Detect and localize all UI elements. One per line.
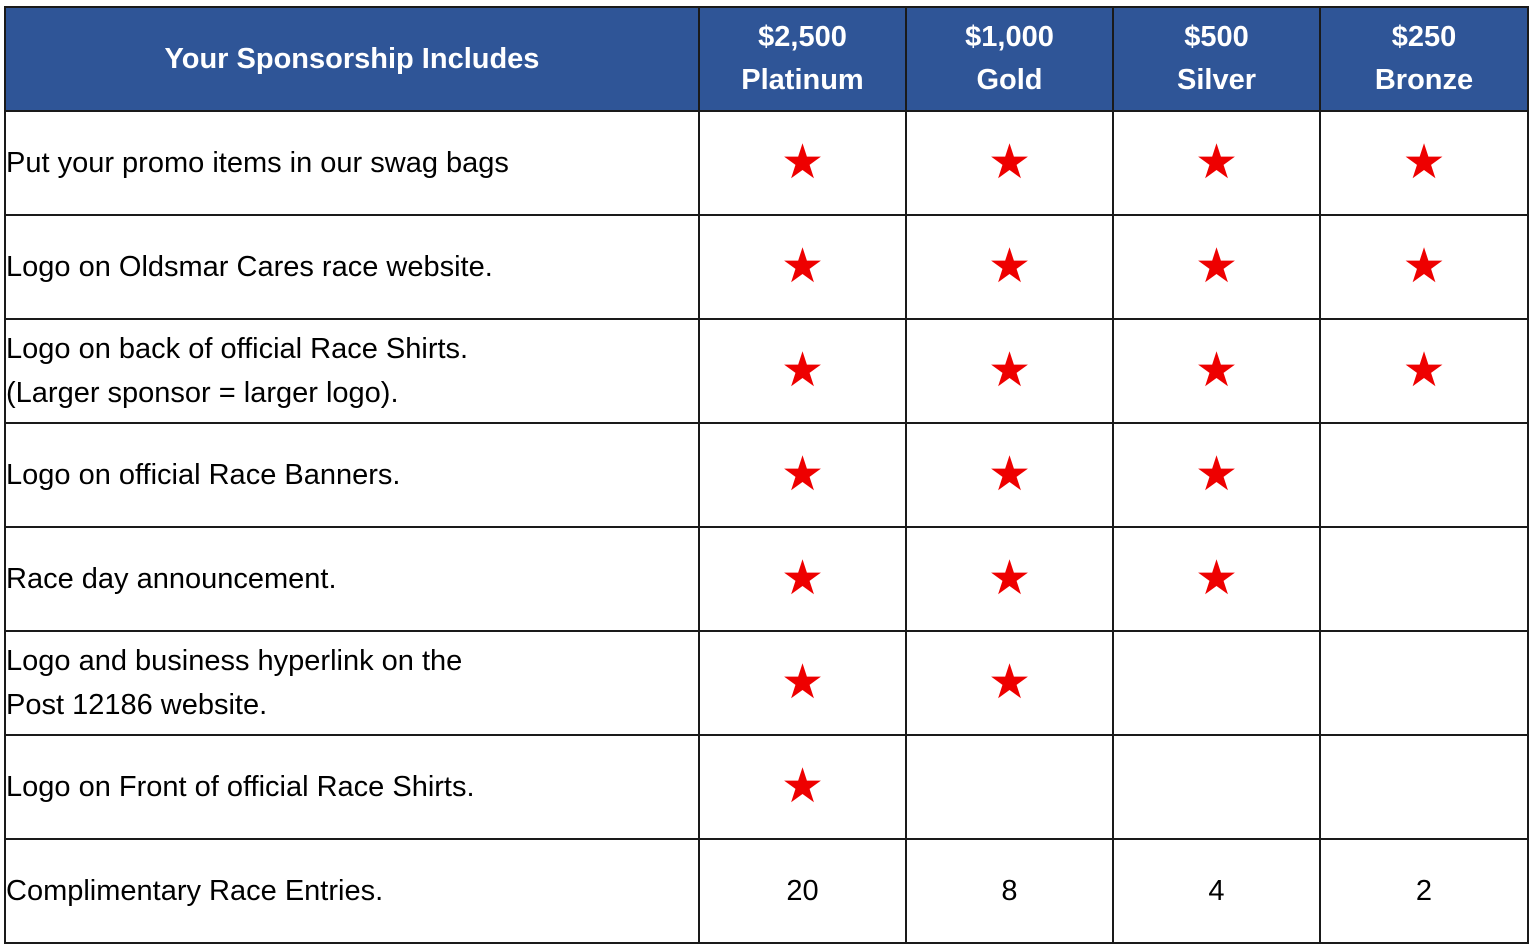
benefit-label-cell bbox=[5, 839, 699, 943]
star-icon: ★ bbox=[1194, 240, 1239, 293]
tier-name: Bronze bbox=[1374, 64, 1474, 96]
star-icon: ★ bbox=[1194, 344, 1239, 397]
star-icon: ★ bbox=[780, 344, 825, 397]
star-icon: ★ bbox=[987, 136, 1032, 189]
tier-cell bbox=[1320, 215, 1528, 319]
benefit-label-cell bbox=[5, 111, 699, 215]
star-icon: ★ bbox=[1194, 552, 1239, 605]
tier-price: $250 bbox=[1391, 21, 1457, 53]
sponsorship-table-wrapper bbox=[4, 6, 1529, 944]
star-icon: ★ bbox=[1402, 344, 1446, 397]
tier-cell bbox=[1320, 423, 1528, 527]
benefit-label-cell bbox=[5, 215, 699, 319]
star-icon: ★ bbox=[1194, 136, 1239, 189]
table-body bbox=[5, 111, 1528, 943]
star-icon: ★ bbox=[987, 656, 1032, 709]
tier-cell bbox=[1320, 631, 1528, 735]
tier-cell bbox=[699, 839, 906, 943]
tier-cell bbox=[699, 215, 906, 319]
star-icon: ★ bbox=[780, 136, 825, 189]
tier-cell bbox=[1113, 839, 1320, 943]
tier-cell bbox=[1113, 111, 1320, 215]
table-row bbox=[5, 735, 1528, 839]
star-icon: ★ bbox=[780, 656, 825, 709]
benefit-label-line: Race day announcement. bbox=[6, 563, 337, 595]
tier-cell bbox=[699, 735, 906, 839]
tier-cell bbox=[1113, 527, 1320, 631]
tier-cell bbox=[906, 111, 1113, 215]
star-icon: ★ bbox=[780, 240, 825, 293]
star-icon: ★ bbox=[780, 760, 825, 813]
tier-price: $1,000 bbox=[965, 21, 1054, 53]
tier-cell bbox=[1113, 215, 1320, 319]
benefit-label-line: Logo and business hyperlink on the bbox=[6, 645, 463, 677]
tier-cell bbox=[699, 423, 906, 527]
header-label: Your Sponsorship Includes bbox=[164, 42, 540, 75]
header-row bbox=[5, 7, 1528, 111]
tier-price: $2,500 bbox=[758, 21, 847, 53]
tier-cell bbox=[906, 423, 1113, 527]
tier-cell bbox=[906, 735, 1113, 839]
benefit-label-line: Logo on Oldsmar Cares race website. bbox=[6, 251, 493, 283]
benefit-label-line: Put your promo items in our swag bags bbox=[6, 147, 509, 179]
entry-count: 2 bbox=[1415, 874, 1433, 907]
star-icon: ★ bbox=[780, 552, 825, 605]
tier-cell bbox=[1320, 735, 1528, 839]
tier-cell bbox=[1320, 839, 1528, 943]
table-row bbox=[5, 527, 1528, 631]
tier-header-bronze bbox=[1320, 7, 1528, 111]
tier-header-silver bbox=[1113, 7, 1320, 111]
tier-cell bbox=[1113, 631, 1320, 735]
table-row bbox=[5, 215, 1528, 319]
benefit-label-line: Logo on official Race Banners. bbox=[6, 459, 401, 491]
benefit-label-line: Logo on Front of official Race Shirts. bbox=[6, 771, 475, 803]
tier-cell bbox=[1113, 319, 1320, 423]
benefit-label-line: Logo on back of official Race Shirts. bbox=[6, 333, 469, 365]
benefit-label-line: Complimentary Race Entries. bbox=[6, 875, 384, 907]
tier-cell bbox=[1320, 111, 1528, 215]
tier-cell bbox=[699, 111, 906, 215]
star-icon: ★ bbox=[987, 448, 1032, 501]
entry-count: 4 bbox=[1208, 874, 1225, 907]
benefit-label-cell bbox=[5, 527, 699, 631]
tier-name: Platinum bbox=[741, 64, 864, 96]
tier-cell bbox=[1113, 423, 1320, 527]
table-row bbox=[5, 111, 1528, 215]
benefit-label-cell bbox=[5, 631, 699, 735]
benefit-label-cell bbox=[5, 319, 699, 423]
tier-cell bbox=[1320, 527, 1528, 631]
tier-price: $500 bbox=[1184, 21, 1249, 53]
star-icon: ★ bbox=[987, 552, 1032, 605]
table-row bbox=[5, 631, 1528, 735]
benefit-label-line: (Larger sponsor = larger logo). bbox=[6, 377, 399, 409]
table-row bbox=[5, 839, 1528, 943]
star-icon: ★ bbox=[780, 448, 825, 501]
tier-cell bbox=[699, 319, 906, 423]
star-icon: ★ bbox=[987, 344, 1032, 397]
sponsorship-table bbox=[4, 6, 1529, 944]
benefit-label-line: Post 12186 website. bbox=[6, 689, 268, 721]
tier-name: Gold bbox=[976, 64, 1043, 96]
tier-cell bbox=[906, 319, 1113, 423]
tier-cell bbox=[1320, 319, 1528, 423]
tier-cell bbox=[699, 527, 906, 631]
tier-cell bbox=[906, 839, 1113, 943]
tier-cell bbox=[699, 631, 906, 735]
entry-count: 20 bbox=[786, 874, 819, 907]
benefit-label-cell bbox=[5, 735, 699, 839]
header-label-cell bbox=[5, 7, 699, 111]
star-icon: ★ bbox=[1402, 240, 1446, 293]
tier-cell bbox=[906, 527, 1113, 631]
star-icon: ★ bbox=[987, 240, 1032, 293]
tier-name: Silver bbox=[1177, 64, 1256, 96]
star-icon: ★ bbox=[1194, 448, 1239, 501]
table-row bbox=[5, 319, 1528, 423]
tier-cell bbox=[906, 215, 1113, 319]
table-row bbox=[5, 423, 1528, 527]
benefit-label-cell bbox=[5, 423, 699, 527]
tier-header-gold bbox=[906, 7, 1113, 111]
tier-header-platinum bbox=[699, 7, 906, 111]
tier-cell bbox=[1113, 735, 1320, 839]
entry-count: 8 bbox=[1001, 874, 1018, 907]
star-icon: ★ bbox=[1402, 136, 1446, 189]
tier-cell bbox=[906, 631, 1113, 735]
